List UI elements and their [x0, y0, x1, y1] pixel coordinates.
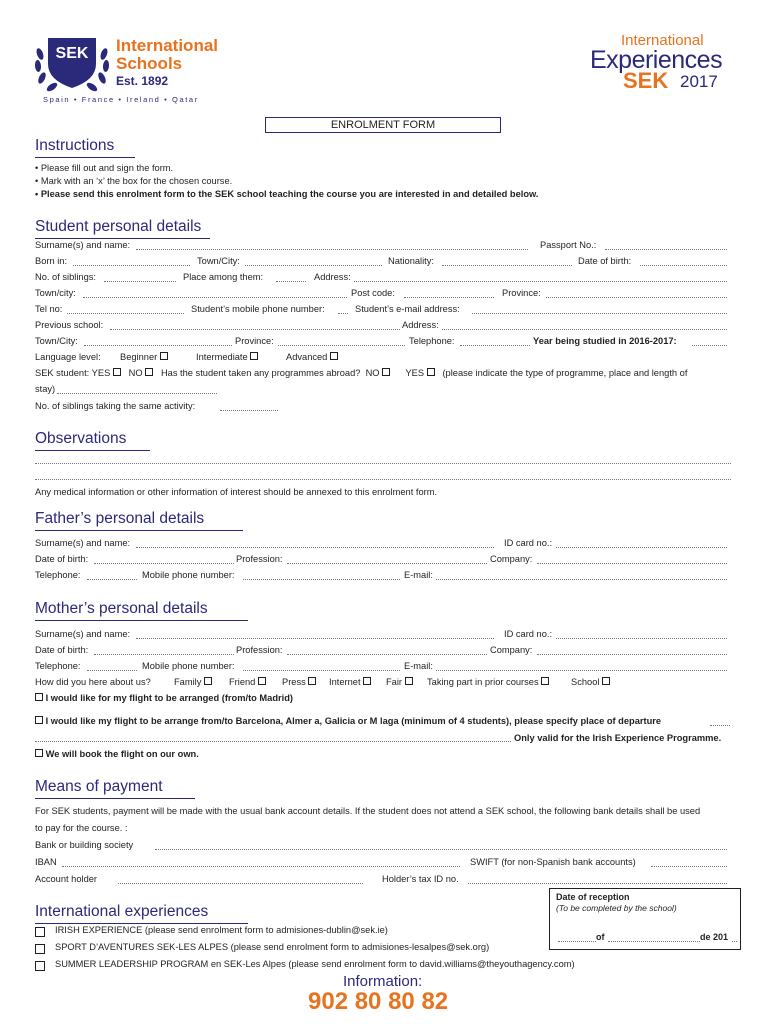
- form-title: ENROLMENT FORM: [330, 119, 436, 131]
- field-mother-mobile[interactable]: [243, 670, 400, 671]
- checkbox-icon[interactable]: [330, 352, 338, 360]
- flight-other-label: I would like my flight to be arrange from/to Barcelona, Almer a, Galicia or M laga (minimum of 4 students), please specify place of departure: [45, 716, 662, 726]
- field-student-mobile[interactable]: [338, 313, 348, 314]
- label-telephone: Telephone:: [409, 336, 455, 346]
- label-town-city-3: Town/City:: [35, 336, 78, 346]
- checkbox-icon[interactable]: [35, 749, 43, 757]
- laurel-shield-icon: [30, 28, 114, 94]
- label-mother-telephone: Telephone:: [35, 661, 81, 671]
- field-observations-2[interactable]: [35, 479, 731, 480]
- field-student-email[interactable]: [472, 313, 727, 314]
- label-tax-id: Holder’s tax ID no.: [382, 874, 459, 884]
- field-father-profession[interactable]: [287, 563, 487, 564]
- sek-logo: [30, 28, 230, 108]
- checkbox-icon[interactable]: [541, 677, 549, 685]
- field-reception-day[interactable]: [558, 941, 596, 942]
- field-father-surname[interactable]: [136, 547, 494, 548]
- payment-heading: Means of payment: [35, 778, 163, 795]
- label-father-surname: Surname(s) and name:: [35, 538, 131, 548]
- observations-note: Any medical information or other information of interest should be annexed to this enrolment form.: [35, 487, 438, 497]
- field-surname[interactable]: [136, 249, 528, 250]
- field-mother-telephone[interactable]: [87, 670, 137, 671]
- field-tel[interactable]: [67, 313, 184, 314]
- field-father-email[interactable]: [436, 579, 727, 580]
- field-mother-dob[interactable]: [94, 654, 234, 655]
- checkbox-icon[interactable]: [308, 677, 316, 685]
- source-fair[interactable]: [386, 677, 413, 688]
- field-year-studied[interactable]: [692, 345, 727, 346]
- field-account-holder[interactable]: [118, 883, 363, 884]
- experiences-heading: International experiences: [35, 903, 209, 920]
- source-friend[interactable]: [229, 677, 266, 688]
- instruction-item: • Mark with an ‘x’ the box for the chosen course.: [35, 176, 233, 186]
- instruction-item: • Please fill out and sign the form.: [35, 163, 174, 173]
- reception-title: Date of reception: [556, 892, 630, 902]
- field-mother-id[interactable]: [556, 638, 727, 639]
- label-mother-dob: Date of birth:: [35, 645, 89, 655]
- checkbox-icon[interactable]: [602, 677, 610, 685]
- experience-sport-aventures: SPORT D’AVENTURES SEK-LES ALPES (please send enrolment form to admisiones-lesalpes@sek.org): [55, 942, 490, 952]
- field-tax-id[interactable]: [468, 883, 727, 884]
- checkbox-icon[interactable]: [35, 927, 45, 937]
- checkbox-icon[interactable]: [250, 352, 258, 360]
- experience-irish: IRISH EXPERIENCE (please send enrolment form to admisiones-dublin@sek.ie): [55, 925, 388, 935]
- field-province-2[interactable]: [278, 345, 405, 346]
- info-phone: 902 80 80 82: [308, 988, 449, 1015]
- father-underline: [35, 530, 243, 531]
- reception-subtitle: (To be completed by the school): [556, 903, 677, 913]
- field-observations-1[interactable]: [35, 463, 731, 464]
- instructions-heading: Instructions: [35, 137, 115, 154]
- logo-left-line2: Schools: [116, 54, 183, 73]
- label-date-of-birth: Date of birth:: [578, 256, 632, 266]
- field-swift[interactable]: [651, 866, 727, 867]
- label-programme-note: (please indicate the type of programme, place and length of: [442, 368, 688, 378]
- source-school[interactable]: [571, 677, 610, 688]
- label-nationality: Nationality:: [388, 256, 434, 266]
- label-bank: Bank or building society: [35, 840, 134, 850]
- label-stay: stay): [35, 384, 56, 394]
- label-province: Province:: [502, 288, 541, 298]
- field-stay[interactable]: [57, 393, 217, 394]
- info-label: Information:: [343, 973, 423, 990]
- label-year-studied: Year being studied in 2016-2017:: [533, 336, 677, 346]
- label-father-id: ID card no.:: [504, 538, 553, 548]
- field-province[interactable]: [546, 297, 727, 298]
- logo-left-countries: Spain • France • Ireland • Qatar: [43, 95, 199, 104]
- option-intermediate-label: Intermediate: [196, 352, 248, 362]
- field-previous-school[interactable]: [110, 329, 400, 330]
- student-heading: Student personal details: [35, 218, 202, 235]
- label-account-holder: Account holder: [35, 874, 98, 884]
- label-swift: SWIFT (for non-Spanish bank accounts): [470, 857, 636, 867]
- instruction-item: • Please send this enrolment form to the SEK school teaching the course you are interested in and detailed below.: [35, 189, 539, 199]
- source-school-label: School: [571, 677, 600, 687]
- field-iban[interactable]: [62, 866, 460, 867]
- source-press-label: Press: [282, 677, 306, 687]
- option-beginner[interactable]: [120, 352, 168, 363]
- checkbox-icon[interactable]: [427, 368, 435, 376]
- payment-text-1: For SEK students, payment will be made with the usual bank account details. If the student does not attend a SEK school, the following bank details shall be used: [35, 806, 701, 816]
- field-date-of-birth[interactable]: [640, 265, 727, 266]
- field-departure-2[interactable]: [35, 741, 511, 742]
- reception-of: of: [596, 932, 605, 942]
- label-province-2: Province:: [235, 336, 274, 346]
- father-heading: Father’s personal details: [35, 510, 205, 527]
- own-flight-option[interactable]: [35, 749, 199, 760]
- logo-right-year: 2017: [680, 72, 718, 91]
- field-departure-1[interactable]: [710, 725, 730, 726]
- field-father-company[interactable]: [537, 563, 727, 564]
- checkbox-icon[interactable]: [382, 368, 390, 376]
- checkbox-icon[interactable]: [35, 944, 45, 954]
- label-programmes-question: Has the student taken any programmes abroad?: [160, 368, 361, 378]
- label-surname: Surname(s) and name:: [35, 240, 131, 250]
- logo-left-line1: International: [116, 36, 219, 55]
- svg-text:SEK: SEK: [55, 45, 89, 62]
- payment-text-2: to pay for the course. :: [35, 823, 128, 833]
- label-post-code: Post code:: [351, 288, 395, 298]
- source-internet[interactable]: [329, 677, 371, 688]
- label-no-siblings: No. of siblings:: [35, 272, 96, 282]
- label-address: Address:: [314, 272, 351, 282]
- instructions-underline: [35, 157, 135, 158]
- reception-de: de 201: [700, 932, 729, 942]
- source-internet-label: Internet: [329, 677, 361, 687]
- label-yes-2: YES: [405, 368, 425, 378]
- field-reception-year[interactable]: [732, 941, 737, 942]
- label-iban: IBAN: [35, 857, 57, 867]
- own-flight-label: We will book the flight on our own.: [45, 749, 199, 759]
- field-town-city-3[interactable]: [84, 345, 232, 346]
- reception-box: [549, 888, 741, 950]
- checkbox-icon[interactable]: [204, 677, 212, 685]
- source-press[interactable]: [282, 677, 316, 688]
- label-mother-profession: Profession:: [236, 645, 283, 655]
- logo-right-line3: SEK: [623, 68, 669, 93]
- field-mother-email[interactable]: [436, 670, 727, 671]
- label-born-in: Born in:: [35, 256, 68, 266]
- field-father-telephone[interactable]: [87, 579, 137, 580]
- mother-heading: Mother’s personal details: [35, 600, 208, 617]
- field-mother-company[interactable]: [537, 654, 727, 655]
- label-student-mobile: Student’s mobile phone number:: [191, 304, 325, 314]
- source-prior-courses[interactable]: [427, 677, 549, 688]
- field-father-mobile[interactable]: [243, 579, 400, 580]
- field-post-code[interactable]: [404, 297, 494, 298]
- field-telephone[interactable]: [460, 345, 530, 346]
- label-tel: Tel no:: [35, 304, 63, 314]
- flight-madrid-option[interactable]: [35, 693, 293, 704]
- label-no-2: NO: [365, 368, 380, 378]
- option-intermediate[interactable]: [196, 352, 258, 363]
- field-bank[interactable]: [155, 849, 727, 850]
- source-fair-label: Fair: [386, 677, 403, 687]
- field-reception-month[interactable]: [608, 941, 700, 942]
- field-born-in[interactable]: [73, 265, 190, 266]
- label-town-city: Town/City:: [197, 256, 240, 266]
- option-advanced[interactable]: [286, 352, 338, 363]
- experiences-logo: [590, 33, 740, 93]
- source-prior-courses-label: Taking part in prior courses: [427, 677, 539, 687]
- option-advanced-label: Advanced: [286, 352, 328, 362]
- experiences-underline: [35, 923, 248, 924]
- label-no: NO: [128, 368, 143, 378]
- label-previous-school: Previous school:: [35, 320, 104, 330]
- label-mother-mobile: Mobile phone number:: [142, 661, 235, 671]
- label-mother-id: ID card no.:: [504, 629, 553, 639]
- logo-right-line2: Experiences: [590, 46, 723, 74]
- source-friend-label: Friend: [229, 677, 256, 687]
- checkbox-icon[interactable]: [113, 368, 121, 376]
- label-siblings-activity: No. of siblings taking the same activity:: [35, 401, 196, 411]
- label-place-among: Place among them:: [183, 272, 264, 282]
- label-mother-company: Company:: [490, 645, 533, 655]
- observations-underline: [35, 450, 150, 451]
- form-title-box: [265, 117, 501, 133]
- label-language-level: Language level:: [35, 352, 101, 362]
- label-father-dob: Date of birth:: [35, 554, 89, 564]
- label-passport: Passport No.:: [540, 240, 597, 250]
- experience-summer-leadership: SUMMER LEADERSHIP PROGRAM en SEK-Les Alpes (please send enrolment form to david.williams@theyouthagency.com): [55, 959, 575, 969]
- field-father-dob[interactable]: [94, 563, 234, 564]
- label-sek-student: SEK student: YES: [35, 368, 111, 378]
- field-no-siblings[interactable]: [104, 281, 176, 282]
- label-father-company: Company:: [490, 554, 533, 564]
- checkbox-icon[interactable]: [35, 693, 43, 701]
- sek-student-row: [35, 368, 687, 379]
- checkbox-icon[interactable]: [258, 677, 266, 685]
- field-mother-surname[interactable]: [136, 638, 494, 639]
- flight-other-option[interactable]: [35, 716, 661, 727]
- student-underline: [35, 238, 210, 239]
- option-beginner-label: Beginner: [120, 352, 158, 362]
- checkbox-icon[interactable]: [160, 352, 168, 360]
- logo-right-line1: International: [621, 32, 704, 49]
- label-mother-email: E-mail:: [404, 661, 433, 671]
- checkbox-icon[interactable]: [363, 677, 371, 685]
- field-town-city[interactable]: [245, 265, 382, 266]
- field-father-id[interactable]: [556, 547, 727, 548]
- field-passport[interactable]: [605, 249, 727, 250]
- checkbox-icon[interactable]: [35, 716, 43, 724]
- checkbox-icon[interactable]: [35, 961, 45, 971]
- checkbox-icon[interactable]: [405, 677, 413, 685]
- field-address-2[interactable]: [442, 329, 727, 330]
- label-father-email: E-mail:: [404, 570, 433, 580]
- logo-left-est: Est. 1892: [116, 74, 169, 88]
- irish-only-note: Only valid for the Irish Experience Programme.: [514, 733, 722, 743]
- label-student-email: Student’s e-mail address:: [355, 304, 460, 314]
- label-father-mobile: Mobile phone number:: [142, 570, 235, 580]
- field-siblings-activity[interactable]: [220, 410, 278, 411]
- label-how-heard: How did you here about us?: [35, 677, 151, 687]
- payment-underline: [35, 798, 195, 799]
- flight-madrid-label: I would like for my flight to be arranged (from/to Madrid): [45, 693, 294, 703]
- source-family-label: Family: [174, 677, 202, 687]
- mother-underline: [35, 620, 248, 621]
- label-mother-surname: Surname(s) and name:: [35, 629, 131, 639]
- label-town-city-2: Town/city:: [35, 288, 76, 298]
- field-mother-profession[interactable]: [287, 654, 487, 655]
- label-father-profession: Profession:: [236, 554, 283, 564]
- source-family[interactable]: [174, 677, 212, 688]
- field-address[interactable]: [354, 281, 727, 282]
- field-place-among[interactable]: [276, 281, 306, 282]
- label-father-telephone: Telephone:: [35, 570, 81, 580]
- observations-heading: Observations: [35, 430, 127, 447]
- label-address-2: Address:: [402, 320, 439, 330]
- field-town-city-2[interactable]: [83, 297, 347, 298]
- checkbox-icon[interactable]: [145, 368, 153, 376]
- field-nationality[interactable]: [442, 265, 572, 266]
